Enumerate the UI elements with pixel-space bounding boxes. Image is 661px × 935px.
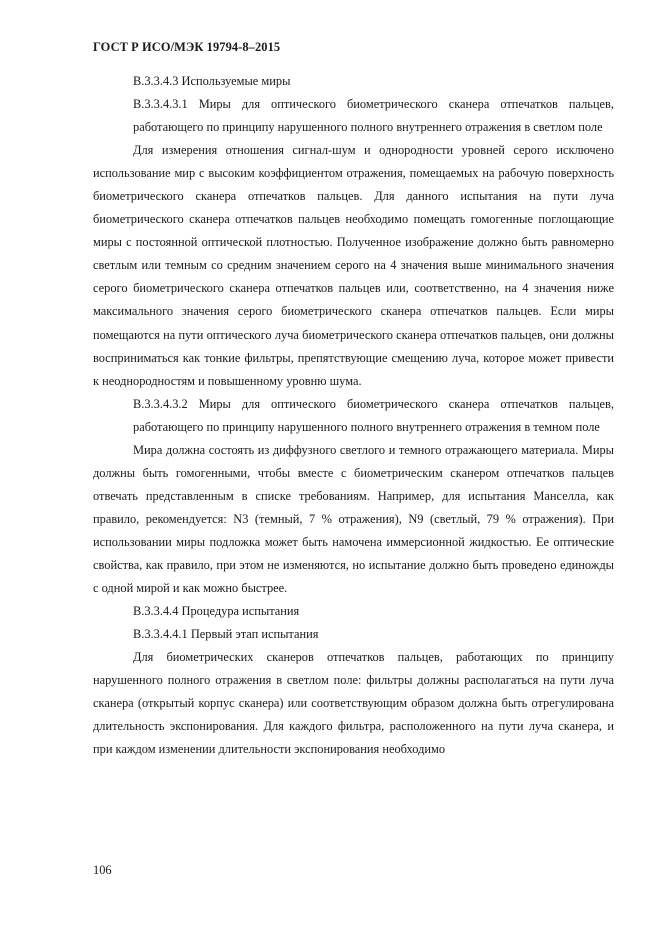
document-body	[93, 70, 614, 761]
paragraph-dark-field-targets: Мира должна состоять из диффузного светлого и темного отражающего материала. Миры должны быть гомогенными, чтобы вместе с биометрическим сканером отпечатков пальцев отвечать представленным в списке требованиям. Например, для испытания Манселла, как правило, рекомендуется: N3 (темный, 7 % отражения), N9 (светлый, 79 % отражения). При использовании миры подложка может быть намочена иммерсионной жидкостью. Ее оптические свойства, как правило, при этом не изменяются, но испытание должно быть проведено единожды с одной мирой и как можно быстрее.	[93, 442, 614, 596]
clause-b334431: В.3.3.4.3.1 Миры для оптического биометрического сканера отпечатков пальцев, работающего по принципу нарушенного полного внутреннего отражения в светлом поле	[133, 97, 614, 135]
clause-b334432: В.3.3.4.3.2 Миры для оптического биометрического сканера отпечатков пальцев, работающего по принципу нарушенного полного внутреннего отражения в темном поле	[133, 396, 614, 434]
section-heading-b334441: В.3.3.4.4.1 Первый этап испытания	[133, 627, 319, 642]
document-header: ГОСТ Р ИСО/МЭК 19794-8–2015	[93, 40, 281, 54]
section-heading-b33443: В.3.3.4.3 Используемые миры	[133, 74, 291, 88]
page-number: 106	[93, 863, 112, 877]
paragraph-first-test-stage: Для биометрических сканеров отпечатков пальцев, работающих по принципу нарушенного полного отражения в светлом поле: фильтры должны располагаться на пути луча сканера (открытый корпус сканера) или соответствующим образом должна быть отрегулирована длительность экспонирования. Для каждого фильтра, расположенного на пути луча сканера, и при каждом изменении длительности экспонирования необходимо	[93, 650, 614, 757]
paragraph-light-field-targets: Для измерения отношения сигнал-шум и однородности уровней серого исключено использование мир с высоким коэффициентом отражения, помещаемых на рабочую поверхность биометрического сканера отпечатков пальцев. Для данного испытания на пути луча биометрического сканера отпечатков пальцев необходимо помещать гомогенные поглощающие миры с постоянной оптической плотностью. Полученное изображение должно быть равномерно светлым или темным со средним значением серого на 4 значения выше минимального значения серого биометрического сканера отпечатков пальцев или, соответственно, на 4 значения ниже максимального значения серого биометрического сканера отпечатков пальцев. Если миры помещаются на пути оптического луча биометрического сканера отпечатков пальцев, они должны восприниматься как тонкие фильтры, препятствующие смещению луча, которое может привести к неоднородностям и повышенному уровню шума.	[93, 143, 614, 388]
section-heading-b33444: В.3.3.4.4 Процедура испытания	[133, 604, 300, 619]
